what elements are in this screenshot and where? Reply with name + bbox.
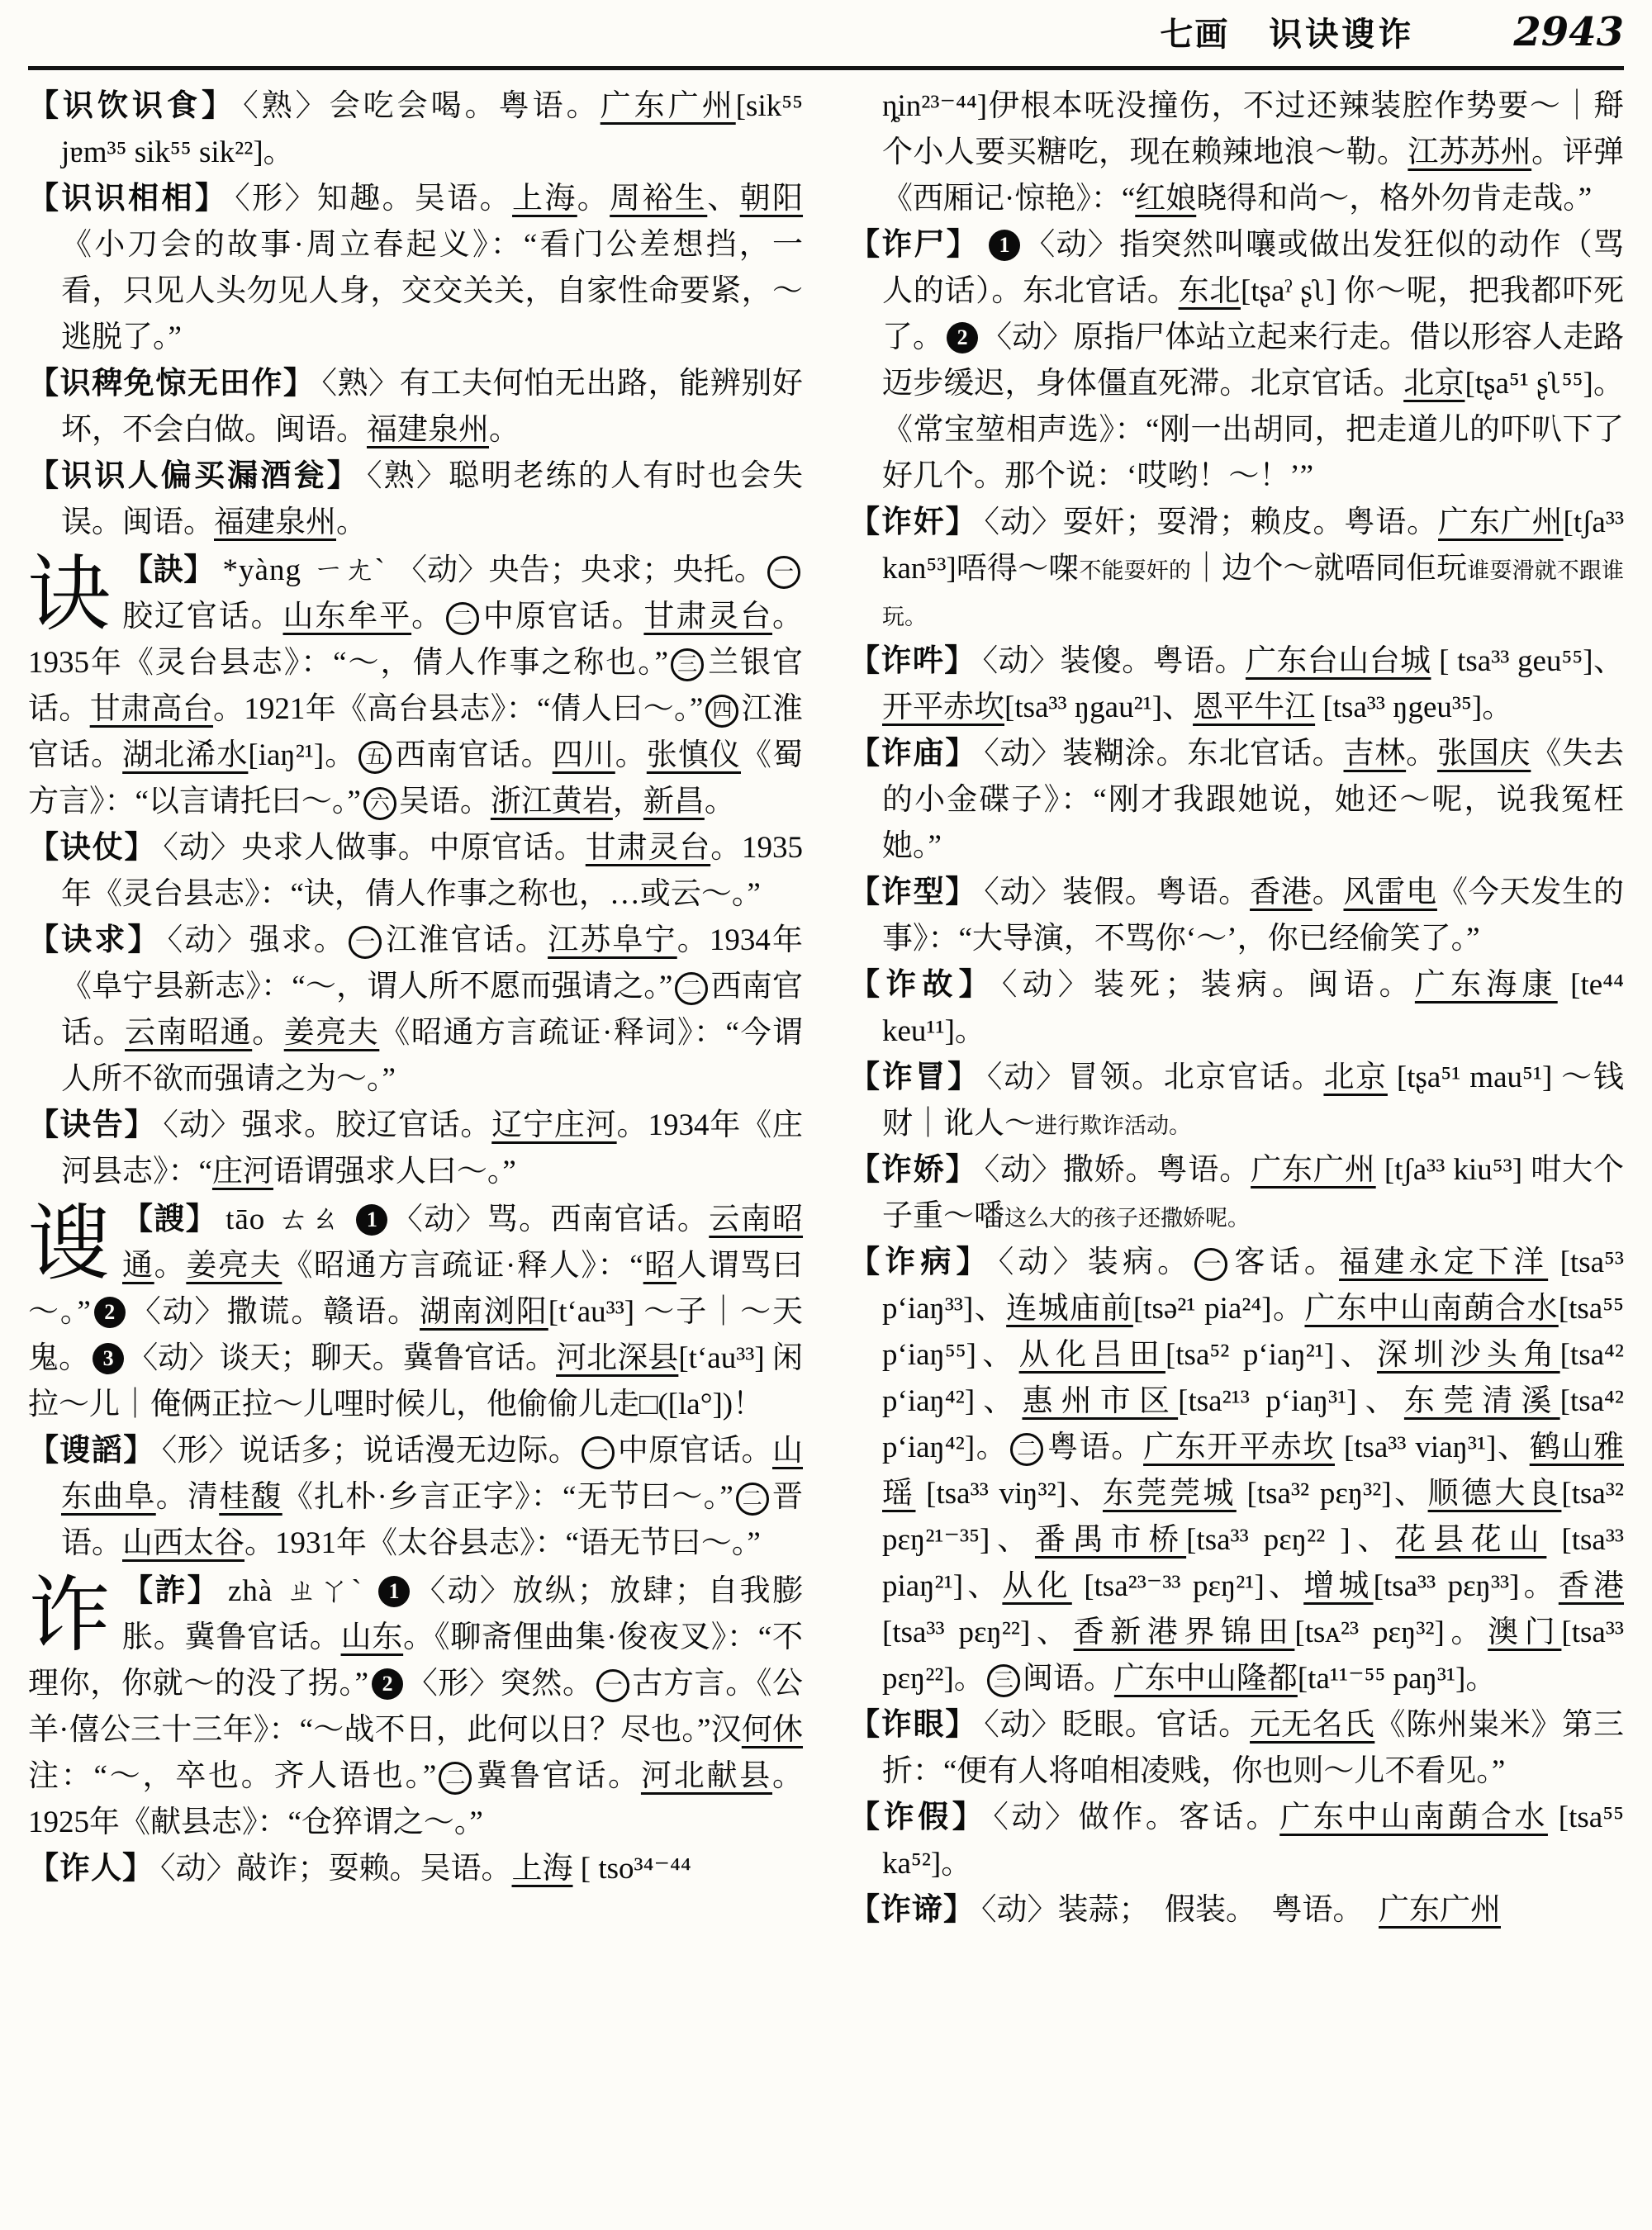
entry-text: 〈熟〉有工夫何怕无出路，能辨别好坏，不会白做。闽语。 <box>61 367 803 447</box>
proper-name: 甘肃灵台 <box>643 600 773 633</box>
word-entry <box>28 825 803 918</box>
gloss-note: 进行欺诈活动。 <box>1035 1113 1191 1138</box>
proper-name: 张国庆 <box>1436 737 1531 771</box>
entry-headword: 【诈尸】 <box>849 228 980 262</box>
entry-text: 注：“～，卒也。齐人语也。” <box>28 1759 437 1793</box>
entry-text: 冀鲁官话。 <box>474 1759 641 1793</box>
sense-circled-number: 四 <box>705 695 738 728</box>
proper-name: 四川 <box>552 738 615 772</box>
entry-headword: 【诈眼】 <box>849 1708 978 1742</box>
page-header <box>28 0 1624 63</box>
entry-text: 。清 <box>155 1480 220 1514</box>
page-number: 2943 <box>1513 9 1624 55</box>
proper-name: 从化吕田 <box>1018 1338 1165 1372</box>
entry-text: [ta¹¹⁻⁵⁵ paŋ³¹]。 <box>1297 1662 1497 1696</box>
proper-name: 深圳沙头角 <box>1376 1338 1560 1372</box>
entry-text: 。1921年《高台县志》：“倩人曰～。” <box>213 692 704 726</box>
sense-circled-number: 一 <box>767 556 800 589</box>
entry-text: 。 <box>336 505 367 539</box>
proper-name: 东莞清溪 <box>1403 1384 1560 1418</box>
entry-text: 吴语。 <box>398 785 491 818</box>
proper-name: 庄河 <box>211 1155 273 1189</box>
entry-text: [tsa³² pɛŋ²¹⁻³⁵]、 <box>882 1477 1625 1557</box>
entry-text: 〈动〉耍奸；耍滑；赖皮。粤语。 <box>984 505 1439 539</box>
word-entry <box>849 222 1624 500</box>
proper-name: 广东广州 <box>1438 505 1564 539</box>
proper-name: 山东牟平 <box>282 600 412 633</box>
entry-text: [tsa³³ viaŋ³¹]、 <box>1334 1431 1530 1464</box>
proper-name: 广东中山南蓢合水 <box>1279 1801 1548 1834</box>
pinyin: *yàng <box>222 553 301 587</box>
entry-headword: 【诈人】 <box>28 1852 154 1886</box>
entry-text: 《陈州粜米》第三折：“便有人将咱相凌贱，你也则～儿不看见。” <box>882 1708 1624 1788</box>
entry-text: 。1935年《灵台县志》：“诀，倩人作事之称也，…或云～。” <box>61 831 804 911</box>
proper-name: 福建永定下洋 <box>1339 1245 1549 1279</box>
entry-text: [iaŋ²¹]。 <box>248 738 357 772</box>
sense-circled-number: 二 <box>1010 1433 1043 1466</box>
entry-text: [tsa⁴² p‘iaŋ⁴²]。 <box>882 1384 1625 1464</box>
entry-text: 粤语。 <box>1046 1431 1144 1464</box>
proper-name: 河北献县 <box>640 1759 773 1793</box>
entry-text: [tsa³³ pɛŋ³³]。 <box>1373 1569 1559 1603</box>
entry-text: [te⁴⁴ keu¹¹]。 <box>882 968 1625 1048</box>
proper-name: 惠州市区 <box>1022 1384 1179 1418</box>
proper-name: 姜亮夫 <box>283 1016 380 1050</box>
entry-text: 《蜀方言》：“以言请托曰～。” <box>28 738 804 818</box>
sense-circled-number: 二 <box>439 1762 472 1795</box>
gloss-note: 不能耍奸的 <box>1079 558 1192 583</box>
entry-text: [tsa³³ ŋgau²¹]、 <box>1004 690 1194 724</box>
entry-text: 、 <box>707 182 740 216</box>
header-stroke-section: 七画 <box>1160 16 1230 53</box>
bopomofo: ㄧㄤˋ <box>312 553 385 587</box>
entry-headword: 【诈奸】 <box>849 505 978 539</box>
continuation-paragraph <box>849 83 1624 222</box>
proper-name: 广东中山南蓢合水 <box>1304 1292 1559 1326</box>
word-entry <box>849 1147 1624 1240</box>
column-left <box>28 83 803 1933</box>
entry-text: 〈动〉强求。 <box>167 923 347 957</box>
entry-text: 晋语。 <box>61 1480 804 1560</box>
entry-text: 。 <box>252 1016 284 1050</box>
entry-text: 《昭通方言疏证·释词》：“今谓人所不欲而强请之为～。” <box>61 1016 803 1096</box>
sense-circled-number: 六 <box>363 787 396 820</box>
entry-headword: 【诈冒】 <box>849 1060 980 1094</box>
word-entry <box>849 1795 1624 1887</box>
sense-disc-number: 2 <box>372 1668 403 1700</box>
sense-disc-number: 1 <box>356 1204 387 1236</box>
proper-name: 香港 <box>1558 1569 1625 1603</box>
sense-disc-number: 2 <box>94 1297 126 1328</box>
entry-text: 〈熟〉聪明老练的人有时也会失误。闽语。 <box>61 459 804 539</box>
entry-text: 〈动〉装糊涂。东北官话。 <box>984 737 1344 771</box>
entry-text: 。 <box>577 182 610 216</box>
proper-name: 何休 <box>741 1713 804 1747</box>
bopomofo: ㄊㄠ <box>277 1203 342 1236</box>
entry-text: 。 <box>489 413 520 447</box>
entry-text: 〈动〉央求人做事。中原官话。 <box>163 831 586 865</box>
proper-name: 广东广州 <box>1251 1153 1376 1187</box>
entry-headword: 【诀仗】 <box>28 831 157 865</box>
proper-name: 从化 <box>1002 1569 1072 1603</box>
entry-text: 〈动〉装病。 <box>998 1245 1193 1279</box>
proper-name: 北京 <box>1323 1060 1388 1094</box>
proper-name: 朝阳 <box>739 182 804 216</box>
word-entry <box>849 500 1624 638</box>
entry-text: [tsa³³ viŋ³²]、 <box>915 1477 1103 1511</box>
column-right <box>849 83 1624 1933</box>
entry-text: 西南官话。 <box>61 970 804 1050</box>
entry-headword: 【诈型】 <box>849 875 978 909</box>
entry-text: 〈动〉央告；央求；央托。 <box>396 553 766 587</box>
entry-text: 〈动〉指突然叫嚷或做出发狂似的动作（骂人的话）。东北官话。 <box>882 228 1625 308</box>
proper-name: 增城 <box>1303 1569 1374 1603</box>
proper-name: 广东海康 <box>1414 968 1558 1002</box>
entry-text: 中原官话。 <box>617 1434 772 1468</box>
entry-text: 江淮官话。 <box>384 923 548 957</box>
proper-name: 河北深县 <box>556 1341 679 1375</box>
entry-text: [tsa⁵⁵ p‘iaŋ⁵⁵]、 <box>882 1292 1625 1372</box>
proper-name: 北京 <box>1403 367 1465 401</box>
entry-text: 〈动〉敲诈；耍赖。吴语。 <box>160 1852 512 1886</box>
sense-circled-number: 三 <box>671 648 704 681</box>
gloss-note: 谁耍滑就不跟谁玩。 <box>882 558 1624 629</box>
proper-name: 云南昭通 <box>125 1016 253 1050</box>
proper-name: 东北 <box>1178 274 1241 308</box>
entry-text: 《扎朴·乡言正字》：“无节曰～。” <box>282 1480 733 1514</box>
entry-text: 〈动〉装傻。粤语。 <box>982 644 1246 678</box>
proper-name: 姜亮夫 <box>186 1249 282 1283</box>
sense-circled-number: 一 <box>582 1436 615 1469</box>
entry-text: 《失去的小金碟子》：“刚才我跟她说，她还～呢，说我冤枉她。” <box>882 737 1624 863</box>
sense-disc-number: 2 <box>947 322 978 353</box>
entry-text: 语谓强求人曰～。” <box>273 1155 516 1189</box>
word-entry <box>28 1428 803 1567</box>
proper-name: 连城庙前 <box>1006 1292 1133 1326</box>
proper-name: 风雷电 <box>1343 875 1437 909</box>
traditional-form: 【詐】 <box>122 1574 220 1608</box>
proper-name: 桂馥 <box>219 1480 282 1514</box>
proper-name: 湖南浏阳 <box>420 1295 548 1329</box>
entry-text: 胶辽官话。 <box>122 600 283 633</box>
entry-text: [tsa²³⁻³³ pɛŋ²¹]、 <box>1071 1569 1304 1603</box>
entry-headword: 【识饮识食】 <box>28 89 237 123</box>
entry-text: 〈动〉装蒜； 假装。 粤语。 <box>981 1893 1379 1927</box>
proper-name: 湖北浠水 <box>122 738 249 772</box>
proper-name: 广东广州 <box>600 89 736 123</box>
proper-name: 辽宁庄河 <box>491 1108 617 1142</box>
entry-text: 〈动〉放纵；放肆；自我膨胀。冀鲁官话。 <box>122 1574 804 1654</box>
sense-circled-number: 五 <box>358 741 392 774</box>
proper-name: 广东台山台城 <box>1245 644 1431 678</box>
sense-circled-number: 三 <box>987 1664 1020 1697</box>
entry-text: 。1931年《太谷县志》：“语无节曰～。” <box>244 1526 761 1560</box>
entry-text: [tsa⁵² p‘iaŋ²¹]、 <box>1165 1338 1377 1372</box>
traditional-form: 【訣】 <box>122 553 215 587</box>
proper-name: 花县花山 <box>1395 1523 1547 1557</box>
entry-text: [tsa²¹³ p‘iaŋ³¹]、 <box>1178 1384 1404 1418</box>
entry-text: [tsa³³ ŋgeu³⁵]。 <box>1315 690 1513 724</box>
entry-text: 。1934年《庄河县志》：“ <box>61 1108 804 1189</box>
entry-text: [tʃa³³ kiu⁵³] 咁大个子重～噃 <box>882 1153 1625 1233</box>
entry-text: 兰银官话。 <box>28 646 804 726</box>
entry-text: 。《聊斋俚曲集·俊夜叉》：“不理你，你就～的没了拐。” <box>28 1620 804 1701</box>
entry-headword: 【诈谛】 <box>849 1893 975 1927</box>
entry-text: [tsᴀ²³ pɛŋ³²]。 <box>1294 1616 1488 1649</box>
entry-text: ȵin²³⁻⁴⁴]伊根本呒没撞伤，不过还辣装腔作势要～｜搿个小人要买糖吃，现在赖辣地浪～勒。 <box>882 89 1624 169</box>
proper-name: 开平赤坎 <box>882 690 1004 724</box>
entry-text: 闽语。 <box>1022 1662 1114 1696</box>
word-entry <box>28 1103 803 1195</box>
entry-text: 《昭通方言疏证·释人》：“ <box>282 1249 643 1283</box>
entry-text: 。评弹《西厢记·惊艳》：“ <box>882 135 1625 216</box>
entry-text: 〈形〉知趣。吴语。 <box>235 182 513 216</box>
proper-name: 香港 <box>1250 875 1313 909</box>
pinyin: zhà <box>228 1574 273 1608</box>
entry-text: 人谓骂曰～。” <box>28 1249 804 1329</box>
entry-text: 《今天发生的事》：“大导演，不骂你‘～’，你已经偷笑了。” <box>882 875 1624 956</box>
entry-text: 。1934年《阜宁县新志》：“～，谓人所不愿而强请之。” <box>61 923 804 1004</box>
entry-headword: 【识稗免惊无田作】 <box>28 367 316 401</box>
sense-circled-number: 二 <box>675 972 708 1005</box>
head-entry <box>28 1197 803 1428</box>
entry-text: 晓得和尚～，格外勿肯走哉。” <box>1196 182 1593 216</box>
entry-text: [tsa³³ piaŋ²¹]、 <box>882 1523 1625 1603</box>
entry-text: ， <box>612 785 643 818</box>
bopomofo: ㄓㄚˋ <box>284 1574 364 1608</box>
proper-name: 福建泉州 <box>367 413 489 447</box>
proper-name: 云南昭通 <box>122 1203 804 1283</box>
word-entry <box>28 453 803 546</box>
entry-text: ｜边个～就唔同佢玩 <box>1191 552 1468 586</box>
head-character: 𫍲 <box>28 1198 111 1290</box>
proper-name: 山东曲阜 <box>61 1434 803 1514</box>
sense-circled-number: 一 <box>349 926 382 959</box>
proper-name: 香新港界锦田 <box>1073 1616 1295 1649</box>
entry-text: [tʂa⁵¹ ʂʅ⁵⁵]。《常宝堃相声选》：“刚一出胡同，把走道儿的吓叭下了好几个。那个说：‘哎哟！～！’” <box>882 367 1625 493</box>
entry-text: 〈动〉冒领。北京官话。 <box>986 1060 1324 1094</box>
entry-headword: 【诈故】 <box>849 968 995 1002</box>
entry-text: [tsa³² pɛŋ³²]、 <box>1236 1477 1428 1511</box>
entry-text: 〈动〉装假。粤语。 <box>984 875 1251 909</box>
entry-text: 《小刀会的故事·周立春起义》：“看门公差想挡，一看，只见人头勿见人身，交交关关，自家性命要紧，～逃脱了。” <box>61 228 803 354</box>
proper-name: 新昌 <box>643 785 705 818</box>
entry-text: [ tso³⁴⁻⁴⁴ <box>572 1852 691 1886</box>
proper-name: 广东中山隆都 <box>1113 1662 1298 1696</box>
text-columns <box>28 70 1624 1933</box>
proper-name: 甘肃灵台 <box>585 831 711 865</box>
entry-headword: 【诈病】 <box>849 1245 992 1279</box>
proper-name: 澳门 <box>1488 1616 1562 1649</box>
entry-text: 。 <box>615 738 647 772</box>
sense-circled-number: 二 <box>446 602 479 635</box>
proper-name: 鹤山雅瑶 <box>882 1431 1625 1511</box>
proper-name: 上海 <box>512 182 577 216</box>
head-character: 诈 <box>28 1570 111 1662</box>
entry-text: 。 <box>154 1249 187 1283</box>
proper-name: 甘肃高台 <box>89 692 214 726</box>
traditional-form: 【謏】 <box>122 1203 218 1236</box>
word-entry <box>28 361 803 453</box>
proper-name: 张慎仪 <box>646 738 741 772</box>
entry-headword: 【诈娇】 <box>849 1153 978 1187</box>
proper-name: 番禺市桥 <box>1034 1523 1187 1557</box>
proper-name: 元无名氏 <box>1250 1708 1375 1742</box>
entry-text: [tʂa⁵¹ mau⁵¹] ～钱财｜讹人～ <box>882 1060 1625 1141</box>
word-entry <box>849 1887 1624 1933</box>
entry-text: 。 <box>411 600 444 633</box>
entry-text: 〈形〉说话多；说话漫无边际。 <box>161 1434 580 1468</box>
entry-headword: 【诈庙】 <box>849 737 978 771</box>
proper-name: 红娘 <box>1135 182 1197 216</box>
word-entry <box>849 731 1624 870</box>
word-entry <box>28 83 803 176</box>
proper-name: 上海 <box>511 1852 573 1886</box>
sense-disc-number: 1 <box>989 230 1020 261</box>
entry-text: 〈形〉突然。 <box>406 1667 594 1701</box>
proper-name: 浙江黄岩 <box>490 785 613 818</box>
entry-text: 〈动〉原指尸体站立起来行走。借以形容人走路迈步缓迟，身体僵直死滞。北京官话。 <box>882 320 1625 401</box>
proper-name: 山东 <box>340 1620 404 1654</box>
sense-circled-number: 二 <box>736 1483 769 1516</box>
proper-name: 顺德大良 <box>1427 1477 1562 1511</box>
entry-text: 〈动〉眨眼。官话。 <box>984 1708 1251 1742</box>
sense-disc-number: 1 <box>378 1576 410 1607</box>
entry-headword: 【识识相相】 <box>28 182 229 216</box>
word-entry <box>849 870 1624 962</box>
entry-text: 〈动〉骂。西南官话。 <box>391 1203 710 1236</box>
entry-headword: 【𫍲謟】 <box>28 1434 155 1468</box>
entry-headword: 【诈吽】 <box>849 644 976 678</box>
entry-text: [tsa⁴² p‘iaŋ⁴²]、 <box>882 1338 1625 1418</box>
word-entry <box>849 638 1624 731</box>
proper-name: 广东开平赤坎 <box>1143 1431 1335 1464</box>
entry-text: 。1925年《献县志》：“仓猝谓之～。” <box>28 1759 804 1839</box>
entry-text: 〈熟〉会吃会喝。粤语。 <box>243 89 601 123</box>
proper-name: 广东广州 <box>1379 1893 1501 1927</box>
proper-name: 昭 <box>643 1249 676 1283</box>
word-entry <box>28 176 803 361</box>
proper-name: 吉林 <box>1343 737 1407 771</box>
entry-text: 客话。 <box>1230 1245 1340 1279</box>
entry-text: 。 <box>1406 737 1437 771</box>
header-entry-range: 识诀𫍲诈 <box>1269 16 1415 53</box>
proper-name: 山西太谷 <box>122 1526 244 1560</box>
entry-text: [t‘au³³] 闲拉～儿｜俺俩正拉～儿哩时候儿，他偷偷儿走□([la°])！ <box>28 1341 804 1421</box>
entry-text: [tsa³³ pɛŋ²²]。 <box>882 1616 1625 1696</box>
entry-text: [tsa³³ pɛŋ²²]、 <box>882 1616 1074 1649</box>
entry-text: [tsa³³ pɛŋ²² ]、 <box>1186 1523 1396 1557</box>
entry-headword: 【诀求】 <box>28 923 161 957</box>
entry-text: 〈动〉做作。客话。 <box>993 1801 1280 1834</box>
entry-text: 。 <box>1312 875 1344 909</box>
entry-text: 。 <box>704 785 735 818</box>
head-entry <box>28 1568 803 1846</box>
head-entry <box>28 548 803 825</box>
word-entry <box>28 918 803 1103</box>
sense-circled-number: 一 <box>1194 1248 1227 1281</box>
proper-name: 周裕生 <box>610 182 708 216</box>
entry-text: [ tsa³³ geu⁵⁵]、 <box>1431 644 1625 678</box>
entry-text: 中原官话。 <box>482 600 644 633</box>
entry-text: 江淮官话。 <box>28 692 804 772</box>
entry-text: [sik⁵⁵ jɐm³⁵ sik⁵⁵ sik²²]。 <box>61 89 804 169</box>
word-entry <box>28 1846 803 1892</box>
word-entry <box>849 962 1624 1055</box>
proper-name: 江苏苏州 <box>1408 135 1532 169</box>
gloss-note: 这么大的孩子还撒娇呢。 <box>1004 1206 1250 1231</box>
sense-disc-number: 3 <box>93 1343 124 1374</box>
entry-text: [tʃa³³ kan⁵³]唔得～㗎 <box>882 505 1625 586</box>
entry-text: 〈动〉装死；装病。闽语。 <box>1001 968 1415 1002</box>
entry-text: 〈动〉撒谎。赣语。 <box>128 1295 420 1329</box>
entry-headword: 【识识人偏买漏酒瓮】 <box>28 459 360 493</box>
proper-name: 恩平牛江 <box>1193 690 1316 724</box>
entry-text: 。1935年《灵台县志》：“～，倩人作事之称也。” <box>28 600 804 680</box>
word-entry <box>849 1702 1624 1795</box>
word-entry <box>849 1240 1624 1702</box>
entry-text: 古方言。《公羊·僖公三十三年》：“～战不日，此何以日？尽也。”汉 <box>28 1667 804 1747</box>
word-entry <box>849 1055 1624 1147</box>
pinyin: tāo <box>225 1203 266 1236</box>
entry-text: 西南官话。 <box>394 738 553 772</box>
proper-name: 江苏阜宁 <box>548 923 677 957</box>
proper-name: 东莞莞城 <box>1102 1477 1237 1511</box>
entry-headword: 【诀告】 <box>28 1108 157 1142</box>
proper-name: 福建泉州 <box>214 505 336 539</box>
entry-text: [tsa⁵³ p‘iaŋ³³]、 <box>882 1245 1625 1326</box>
entry-text: [tʂaˀ ʂʅ] 你～呢，把我都吓死了。 <box>882 274 1625 354</box>
entry-text: 〈动〉撒娇。粤语。 <box>984 1153 1251 1187</box>
entry-text: 〈动〉谈天；聊天。冀鲁官话。 <box>127 1341 557 1375</box>
entry-text: 〈动〉强求。胶辽官话。 <box>163 1108 492 1142</box>
entry-text: [t‘au³³] ～子｜～天鬼。 <box>28 1295 803 1375</box>
sense-circled-number: 一 <box>596 1669 629 1702</box>
entry-text: [tsa⁵⁵ ka⁵²]。 <box>882 1801 1625 1881</box>
head-character: 诀 <box>28 549 111 641</box>
entry-headword: 【诈假】 <box>849 1801 987 1834</box>
entry-text: [tsə²¹ pia²⁴]。 <box>1132 1292 1305 1326</box>
